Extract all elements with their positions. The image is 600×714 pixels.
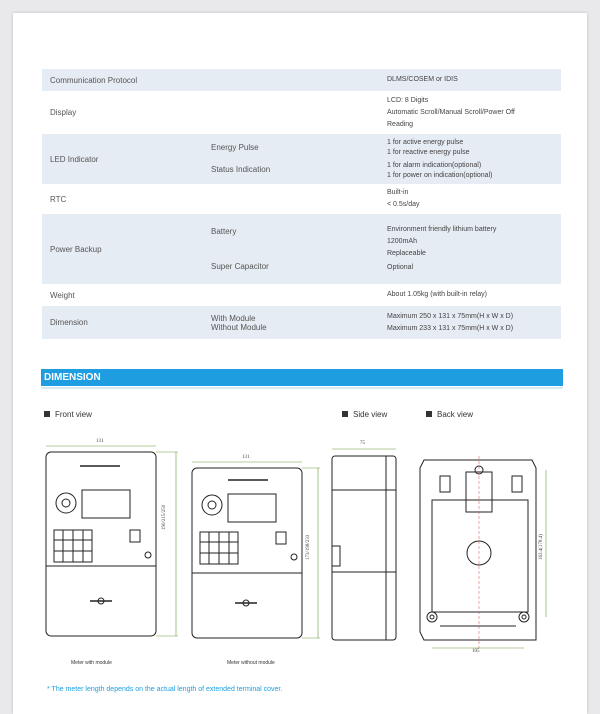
spec-value: 1 for power on indication(optional)	[387, 171, 493, 179]
spec-value: 1 for active energy pulse	[387, 138, 464, 146]
spec-value: Built-in	[387, 189, 409, 196]
spec-label: Communication Protocol	[42, 69, 211, 91]
dimension-label: 163.4(178.4)	[539, 534, 544, 560]
spec-sublabel: Battery	[211, 227, 237, 236]
spec-value: < 0.5s/day	[387, 201, 420, 208]
dimension-label: 190/215/250	[162, 504, 167, 530]
meter-without-module-drawing	[192, 462, 320, 638]
dimension-label: 75	[360, 441, 365, 446]
spec-value: Optional	[387, 264, 414, 271]
spec-sublabel: Status Indication	[211, 165, 271, 174]
dimension-label: 131	[96, 439, 104, 444]
dimension-label: 105	[472, 649, 480, 654]
without-module-caption: Meter without module	[227, 660, 275, 666]
spec-value: 1 for reactive energy pulse	[387, 148, 470, 156]
dimension-label: 173/198/233	[306, 534, 311, 560]
spec-sublabel: With Module	[211, 313, 256, 323]
optical-port-icon	[56, 493, 76, 513]
meter-with-module-drawing	[46, 446, 178, 636]
seal-screw-icon	[291, 554, 297, 560]
dimension-label: 131	[242, 455, 250, 460]
spec-value: DLMS/COSEM or IDIS	[387, 69, 561, 91]
lcd-display	[82, 490, 130, 518]
spec-label: Display	[50, 108, 77, 117]
section-header: DIMENSION	[41, 369, 563, 386]
spec-value: Maximum 250 x 131 x 75mm(H x W x D)	[387, 312, 514, 320]
spec-value: Environment friendly lithium battery	[387, 226, 497, 233]
spec-value: Maximum 233 x 131 x 75mm(H x W x D)	[387, 324, 514, 332]
spec-label: Power Backup	[42, 214, 211, 284]
spec-value: LCD: 8 Digits	[387, 96, 429, 104]
seal-screw-icon	[145, 552, 151, 558]
spec-sublabel: Energy Pulse	[211, 143, 259, 152]
spec-value: Replaceable	[387, 250, 426, 257]
back-view-drawing	[420, 456, 546, 648]
side-view-label: Side view	[342, 410, 387, 419]
footnote: * The meter length depends on the actual length of extended terminal cover.	[47, 686, 283, 693]
spec-sublabel: Super Capacitor	[211, 262, 269, 271]
back-view-label: Back view	[426, 410, 473, 419]
optical-port-icon	[202, 495, 222, 515]
spec-value: About 1.05kg (with built-in relay)	[387, 291, 487, 298]
spec-value: 1200mAh	[387, 238, 417, 245]
side-view-drawing	[332, 449, 396, 640]
spec-value: Reading	[387, 120, 414, 128]
front-view-label: Front view	[44, 410, 92, 419]
spec-label: LED Indicator	[42, 134, 211, 184]
with-module-caption: Meter with module	[71, 660, 112, 666]
spec-value: Automatic Scroll/Manual Scroll/Power Off	[387, 108, 515, 116]
spec-label: Weight	[50, 290, 75, 300]
spec-sublabel: Without Module	[211, 322, 267, 332]
spec-value: 1 for alarm indication(optional)	[387, 161, 482, 169]
spec-label: Dimension	[42, 306, 211, 339]
meter-back-body	[420, 460, 536, 640]
spec-label: RTC	[50, 194, 67, 204]
lcd-display	[228, 494, 276, 522]
